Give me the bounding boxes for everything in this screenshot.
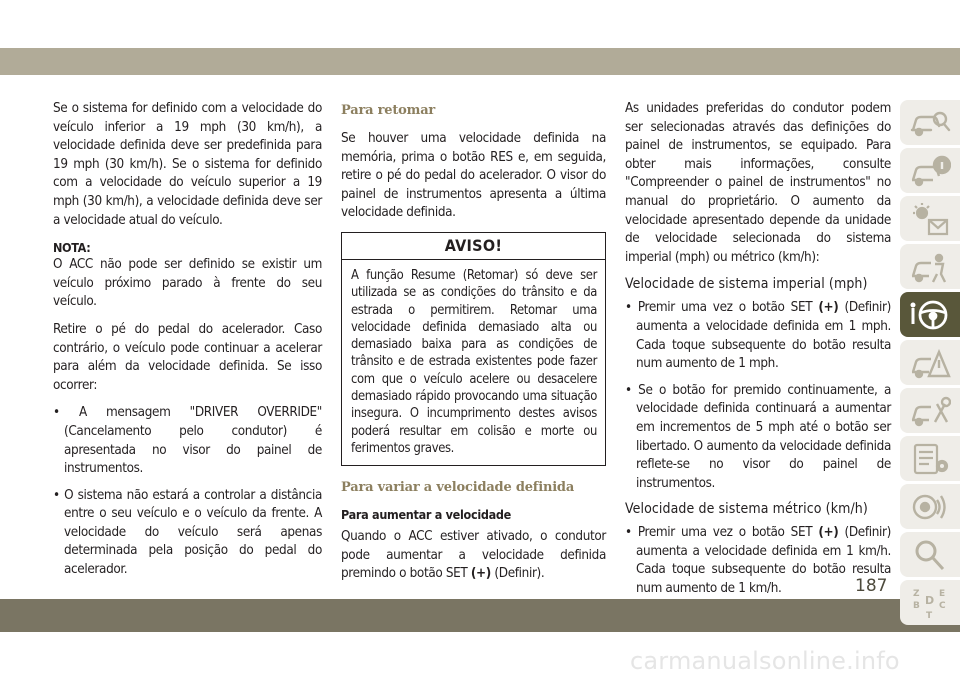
letter-b: B bbox=[913, 600, 920, 611]
car-search-icon bbox=[909, 106, 951, 140]
text-run: (Definir) aumenta a velocidade definida em 1 km/h. Cada toque subsequente do botão resulta num aumento de 1 km/h. bbox=[636, 525, 891, 597]
text-run: Quando o ACC estiver ativado, o condutor pode aumentar a velocidade definida premindo o botão SET bbox=[341, 529, 606, 582]
car-info-icon bbox=[909, 154, 951, 188]
bullet-item bbox=[625, 524, 891, 598]
warning-box bbox=[341, 232, 606, 466]
tab-alphabet[interactable] bbox=[900, 580, 960, 625]
note-text: O ACC não pode ser definido se existir um veículo próximo parado à frente do seu veículo. bbox=[53, 257, 322, 310]
column-middle bbox=[341, 100, 606, 593]
warning-title: AVISO! bbox=[342, 233, 605, 260]
page-number: 187 bbox=[855, 576, 888, 596]
text-run: (Definir) aumenta a velocidade definida em 1 mph. Cada toque subsequente do botão resulta num aumento de 1 mph. bbox=[636, 300, 891, 372]
car-service-icon bbox=[909, 394, 951, 428]
letter-c: C bbox=[939, 600, 946, 611]
bullet-item: • A mensagem "DRIVER OVERRIDE" (Cancelamento pelo condutor) é apresentada no visor do painel de instrumentos. bbox=[53, 405, 322, 477]
subheading-increase-speed: Para aumentar a velocidade bbox=[341, 507, 511, 523]
paragraph: Retire o pé do pedal do acelerador. Caso contrário, o veículo pode continuar a acelerar para além da velocidade definida. Se isso ocorrer: bbox=[53, 321, 322, 393]
bold-text: (+) bbox=[818, 525, 839, 541]
tab-index[interactable] bbox=[900, 532, 960, 577]
warning-text: A função Resume (Retomar) só deve ser utilizada se as condições do trânsito e da estrada o permitirem. Retomar uma velocidade definida demasiado alta ou demasiado baixa para as condições de trânsito e de estrada existentes pode fazer com que o veículo acelere ou desacelere demasiado rápido provocando uma situação insegura. O incumprimento destes avisos poderá resultar em colisão e morte ou ferimentos graves. bbox=[351, 267, 597, 456]
tab-driving[interactable] bbox=[900, 292, 960, 337]
note-title: NOTA: bbox=[53, 240, 91, 256]
paragraph: Se houver uma velocidade definida na memória, prima o botão RES e, em seguida, retire o pé do pedal do acelerador. O visor do painel de instrumentos apresenta a última velocidade definida. bbox=[341, 131, 606, 221]
letter-t: T bbox=[926, 610, 933, 620]
bold-text: (+) bbox=[470, 566, 491, 582]
top-band bbox=[0, 48, 960, 75]
text-run: • Premir uma vez o botão SET bbox=[625, 300, 819, 316]
watermark: carmanualsonline.info bbox=[630, 647, 900, 675]
column-left bbox=[53, 100, 322, 588]
section-heading-vary-speed: Para variar a velocidade definida bbox=[341, 480, 575, 496]
bullet-item: • Se o botão for premido continuamente, a velocidade definida continuará a aumentar em incrementos de 5 mph até o botão ser libertado. O aumento da velocidade definida reflete-se no visor do painel de instrumentos. bbox=[625, 382, 891, 491]
paragraph: Se o sistema for definido com a velocidade do veículo inferior a 19 mph (30 km/h), a velocidade definida deve ser predefinida para 19 mph (30 km/h). Se o sistema for definido com a velocidade do veículo superior a 19 mph (30 km/h), a velocidade definida deve ser a velocidade atual do veículo. bbox=[53, 101, 322, 228]
column-right bbox=[625, 100, 891, 607]
text-run: • Premir uma vez o botão SET bbox=[625, 525, 819, 541]
tab-car-search[interactable] bbox=[900, 100, 960, 145]
paragraph bbox=[341, 528, 606, 584]
bullet-item bbox=[625, 299, 891, 373]
tab-emergency[interactable] bbox=[900, 340, 960, 385]
tab-car-info[interactable] bbox=[900, 148, 960, 193]
tab-warning-lights[interactable] bbox=[900, 196, 960, 241]
letter-z: Z bbox=[913, 588, 920, 599]
paragraph: As unidades preferidas do condutor podem ser selecionadas através das definições do painel de instrumentos, se equipado. Para obter mais informações, consulte "Compreender o painel de instrumentos" no manual do proprietário. O aumento da velocidade apresentado depende da unidade de velocidade selecionada do sistema imperial (mph) ou métrico (km/h): bbox=[625, 101, 891, 265]
tab-service[interactable] bbox=[900, 388, 960, 433]
dashboard-warning-lights-icon bbox=[909, 202, 951, 236]
roadside-emergency-icon bbox=[909, 346, 951, 380]
bullet-item: • O sistema não estará a controlar a distância entre o seu veículo e o veículo da frente. A velocidade do veículo será apenas determinada pela posição do pedal do acelerador. bbox=[53, 487, 322, 578]
car-safety-icon bbox=[909, 250, 951, 284]
tab-multimedia[interactable] bbox=[900, 484, 960, 529]
steering-wheel-icon bbox=[909, 298, 951, 332]
alphabet-index-icon bbox=[909, 586, 951, 620]
subheading-metric: Velocidade de sistema métrico (km/h) bbox=[625, 501, 868, 518]
tab-safety[interactable] bbox=[900, 244, 960, 289]
maintenance-checklist-icon bbox=[909, 442, 951, 476]
subheading-imperial: Velocidade de sistema imperial (mph) bbox=[625, 276, 868, 293]
bold-text: (+) bbox=[818, 300, 839, 316]
multimedia-icon bbox=[909, 490, 951, 524]
text-run: (Definir). bbox=[490, 566, 545, 582]
chapter-tabs bbox=[900, 100, 960, 628]
index-search-icon bbox=[909, 538, 951, 572]
tab-maintenance[interactable] bbox=[900, 436, 960, 481]
letter-e: E bbox=[939, 588, 946, 599]
section-heading-resume: Para retomar bbox=[341, 103, 436, 118]
letter-d: D bbox=[925, 593, 935, 607]
